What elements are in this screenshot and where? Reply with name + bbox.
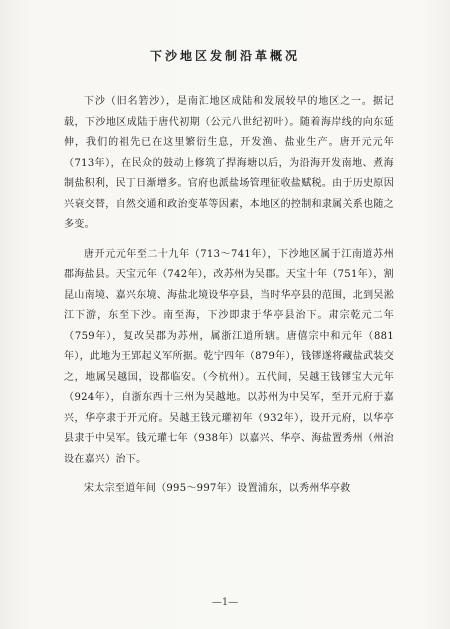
page-title: 下沙地区发制沿革概况	[149, 49, 300, 63]
paragraph-2: 唐开元元年至二十九年（713～741年），下沙地区属于江南道苏州郡海盐县。天宝元年（742年），改苏州为吴郡。天宝十年（751年），割昆山南境、嘉兴东境、海盐北境设华亭县，当时华亭县的范围，北到吴淞江下游，东至下沙。南至海，下沙即隶于华亭县治下。肃宗乾元二年（759年），复改吴郡为苏州，属浙江道所辖。唐僖宗中和元年（881年），此地为王郢起义军所据。乾宁四年（879年），钱镠遂将藏盐武装交之，地属吴越国，设都临安。（今杭州）。五代间，吴越王钱镠宝大元年（924年），自浙东西十三州为吴越地。以苏州为中吴军，至开元府于嘉兴，华亭隶于开元府。吴越王钱元瓘初年（932年），设开元府，以华亭县隶于中吴军。钱元瓘七年（938年）以嘉兴、华亭、海盐置秀州（州治设在嘉兴）治下。	[64, 248, 394, 465]
page-number: —1—	[211, 597, 239, 608]
paragraph-3: 宋太宗至道年间（995～997年）设置浦东，以秀州华亭救	[84, 483, 351, 494]
body-text	[64, 92, 394, 509]
paragraph-1: 下沙（旧名箬沙），是南汇地区成陆和发展较早的地区之一。据记载，下沙地区成陆于唐代初期（公元八世纪初叶）。随着海岸线的向东延伸，我们的祖先已在这里繁衍生息，开发渔、盐业生产。唐开元元年（713年），在民众的鼓动上修筑了捍海塘以后，为沿海开发南地、煮海制盐积利，民丁日渐增多。官府也派盐场管理征收盐赋税。由于历史原因兴衰交替，自然交通和政治变革等因素，本地区的控制和隶属关系也随之多变。	[64, 96, 394, 230]
